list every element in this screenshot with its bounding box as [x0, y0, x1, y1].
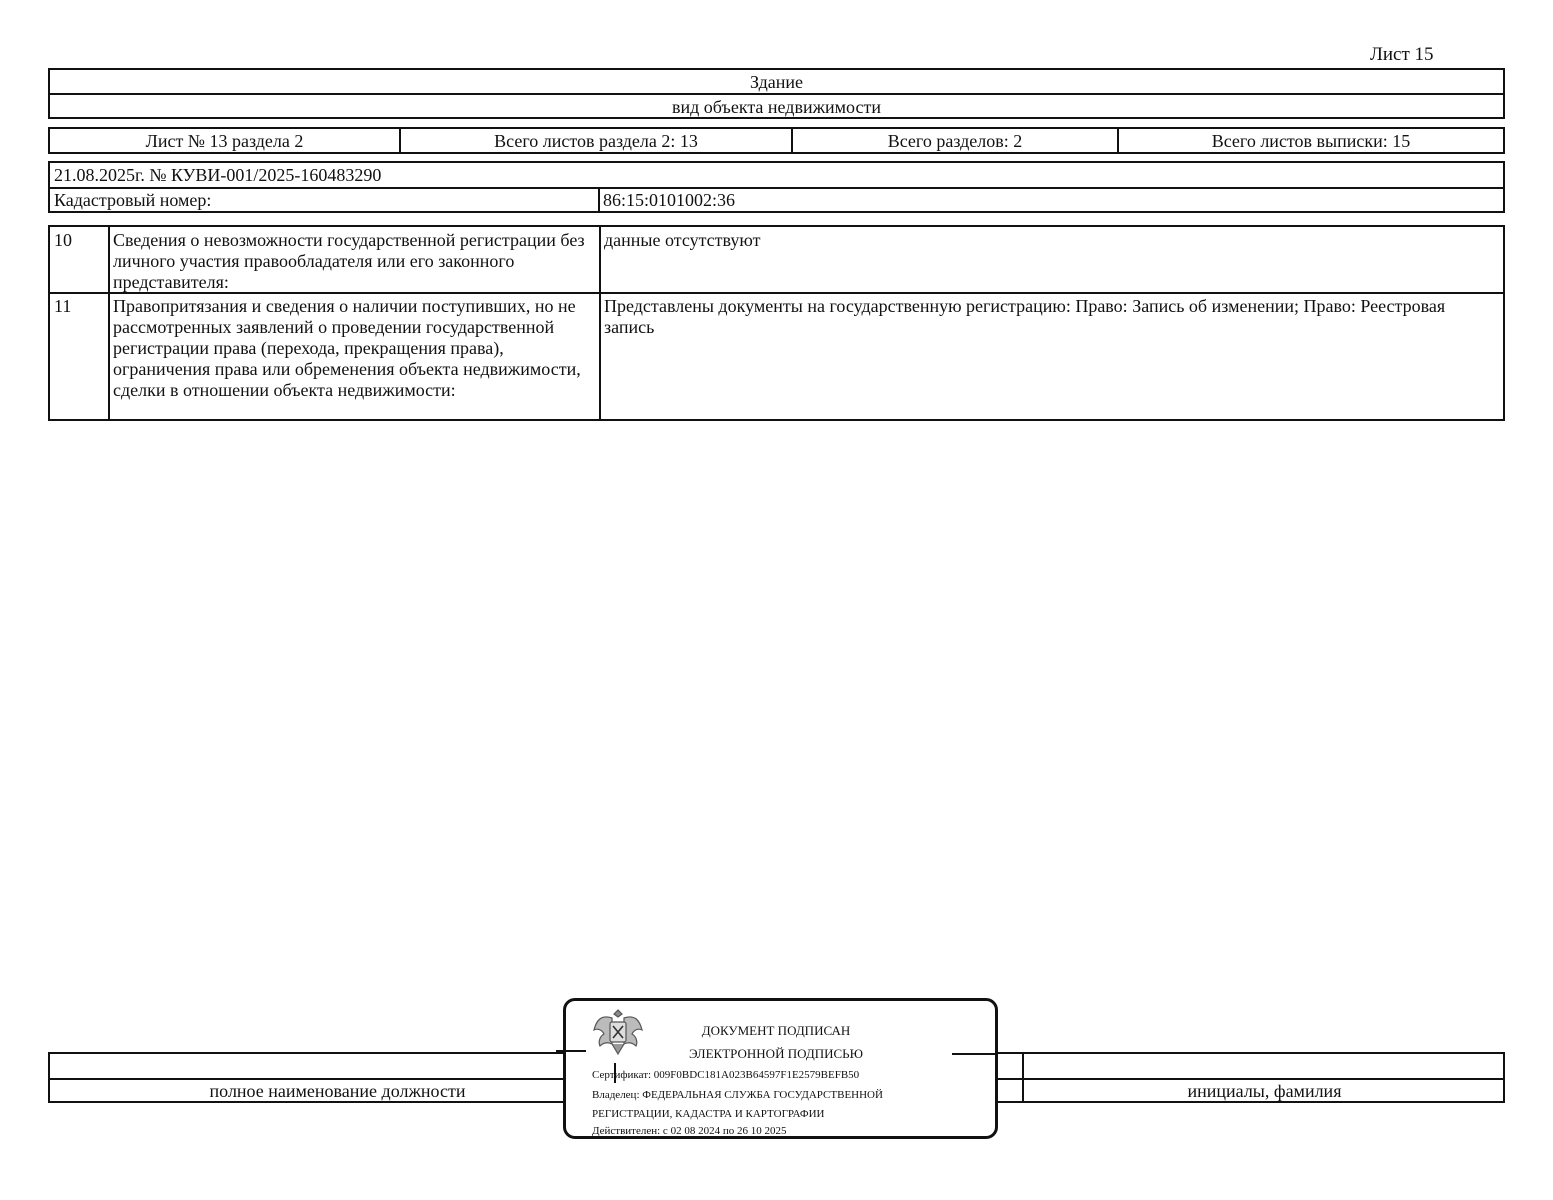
object-type-caption: вид объекта недвижимости: [672, 97, 881, 117]
cadastral-label: Кадастровый номер:: [54, 190, 212, 210]
row-label: Сведения о невозможности государственной регистрации без личного участия правообладателя или его законного представителя:: [113, 230, 585, 292]
sheet-of-section: Лист № 13 раздела 2: [145, 131, 304, 151]
sheet-number: Лист 15: [1370, 44, 1434, 65]
row-number: 11: [54, 296, 72, 316]
stamp-title-1: ДОКУМЕНТ ПОДПИСАН: [701, 1023, 851, 1038]
name-caption: инициалы, фамилия: [1187, 1081, 1342, 1101]
coat-of-arms-icon: [590, 1004, 646, 1060]
extract-info-box: [48, 161, 1505, 213]
row-label: Правопритязания и сведения о наличии поступивших, но не рассмотренных заявлений о проведении государственной регистрации права (перехода, прекращения права), ограничения права или обременения объекта недвижимости, сделки в отношении объекта недвижимости:: [113, 296, 581, 400]
object-type-box: [48, 68, 1505, 119]
object-type: Здание: [750, 72, 803, 92]
row-value: Представлены документы на государственную регистрацию: Право: Запись об изменении; Право: Реестровая запись: [604, 296, 1446, 337]
row-value: данные отсутствуют: [604, 230, 761, 250]
records-table: [48, 225, 1505, 421]
stamp-validity: Действителен: с 02 08 2024 по 26 10 2025: [592, 1125, 787, 1137]
total-sheets-section: Всего листов раздела 2: 13: [494, 131, 698, 151]
extract-date-number: 21.08.2025г. № КУВИ-001/2025-160483290: [54, 165, 382, 185]
total-sections: Всего разделов: 2: [887, 131, 1023, 151]
row-number: 10: [54, 230, 72, 250]
total-sheets-extract: Всего листов выписки: 15: [1211, 131, 1411, 151]
position-caption: полное наименование должности: [209, 1081, 466, 1101]
e-signature-stamp: [563, 998, 998, 1139]
stamp-title-2: ЭЛЕКТРОННОЙ ПОДПИСЬЮ: [689, 1046, 863, 1061]
stamp-owner-2: РЕГИСТРАЦИИ, КАДАСТРА И КАРТОГРАФИИ: [592, 1108, 825, 1120]
cadastral-number: 86:15:0101002:36: [603, 190, 736, 210]
sheet-info-row: [48, 127, 1505, 154]
stamp-owner-1: Владелец: ФЕДЕРАЛЬНАЯ СЛУЖБА ГОСУДАРСТВЕННОЙ: [592, 1089, 883, 1101]
stamp-certificate: Сертификат: 009F0BDC181A023B64597F1E2579BEFB50: [592, 1069, 860, 1081]
